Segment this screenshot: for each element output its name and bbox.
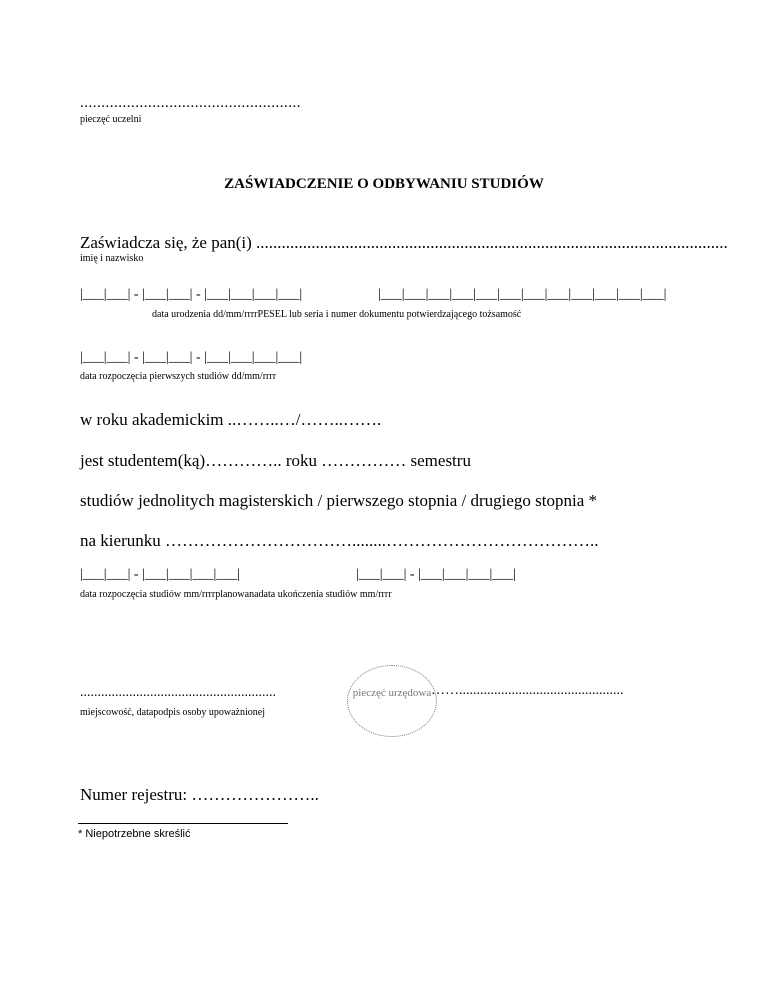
official-stamp-placeholder xyxy=(347,665,437,737)
first-studies-label: data rozpoczęcia pierwszych studiów dd/mm/rrrr xyxy=(80,371,277,382)
study-end-boxes[interactable]: |___|___| - |___|___|___|___| xyxy=(356,567,517,582)
major-line: na kierunku ……………………………........……………………………….. xyxy=(80,531,599,550)
certify-line: Zaświadcza się, że pan(i) ............................................................................................................... xyxy=(80,233,728,252)
signature-dots: ……............................................... xyxy=(431,683,624,698)
seal-label: pieczęć uczelni xyxy=(80,114,142,125)
pesel-boxes[interactable]: |___|___|___|___|___|___|___|___|___|___|___|___| xyxy=(378,287,667,302)
footnote-separator xyxy=(78,823,288,824)
place-date-label: miejscowość, datapodpis osoby upoważnionej xyxy=(80,707,265,718)
name-label: imię i nazwisko xyxy=(80,253,144,264)
study-dates-label: data rozpoczęcia studiów mm/rrrrplanowanadata ukończenia studiów mm/rrrr xyxy=(80,589,392,600)
birth-row-label: data urodzenia dd/mm/rrrrPESEL lub seria i numer dokumentu potwierdzającego tożsamość xyxy=(152,309,522,320)
stamp-label: pieczęć urzędowa xyxy=(352,687,432,699)
birth-date-boxes[interactable]: |___|___| - |___|___| - |___|___|___|___| xyxy=(80,287,303,302)
academic-year-line: w roku akademickim ..……..…/……..……. xyxy=(80,410,382,429)
footnote: * Niepotrzebne skreślić xyxy=(78,828,191,840)
study-type-line: studiów jednolitych magisterskich / pierwszego stopnia / drugiego stopnia * xyxy=(80,491,597,510)
page-title: ZAŚWIADCZENIE O ODBYWANIU STUDIÓW xyxy=(224,176,544,192)
place-date-dots: ........................................................ xyxy=(80,685,276,700)
study-start-boxes[interactable]: |___|___| - |___|___|___|___| xyxy=(80,567,241,582)
first-studies-boxes[interactable]: |___|___| - |___|___| - |___|___|___|___| xyxy=(80,350,303,365)
seal-dots: .................................................... xyxy=(80,95,301,111)
register-number-line: Numer rejestru: ………………….. xyxy=(80,785,319,804)
student-line: jest studentem(ką)………….. roku …………… semestru xyxy=(80,451,471,470)
